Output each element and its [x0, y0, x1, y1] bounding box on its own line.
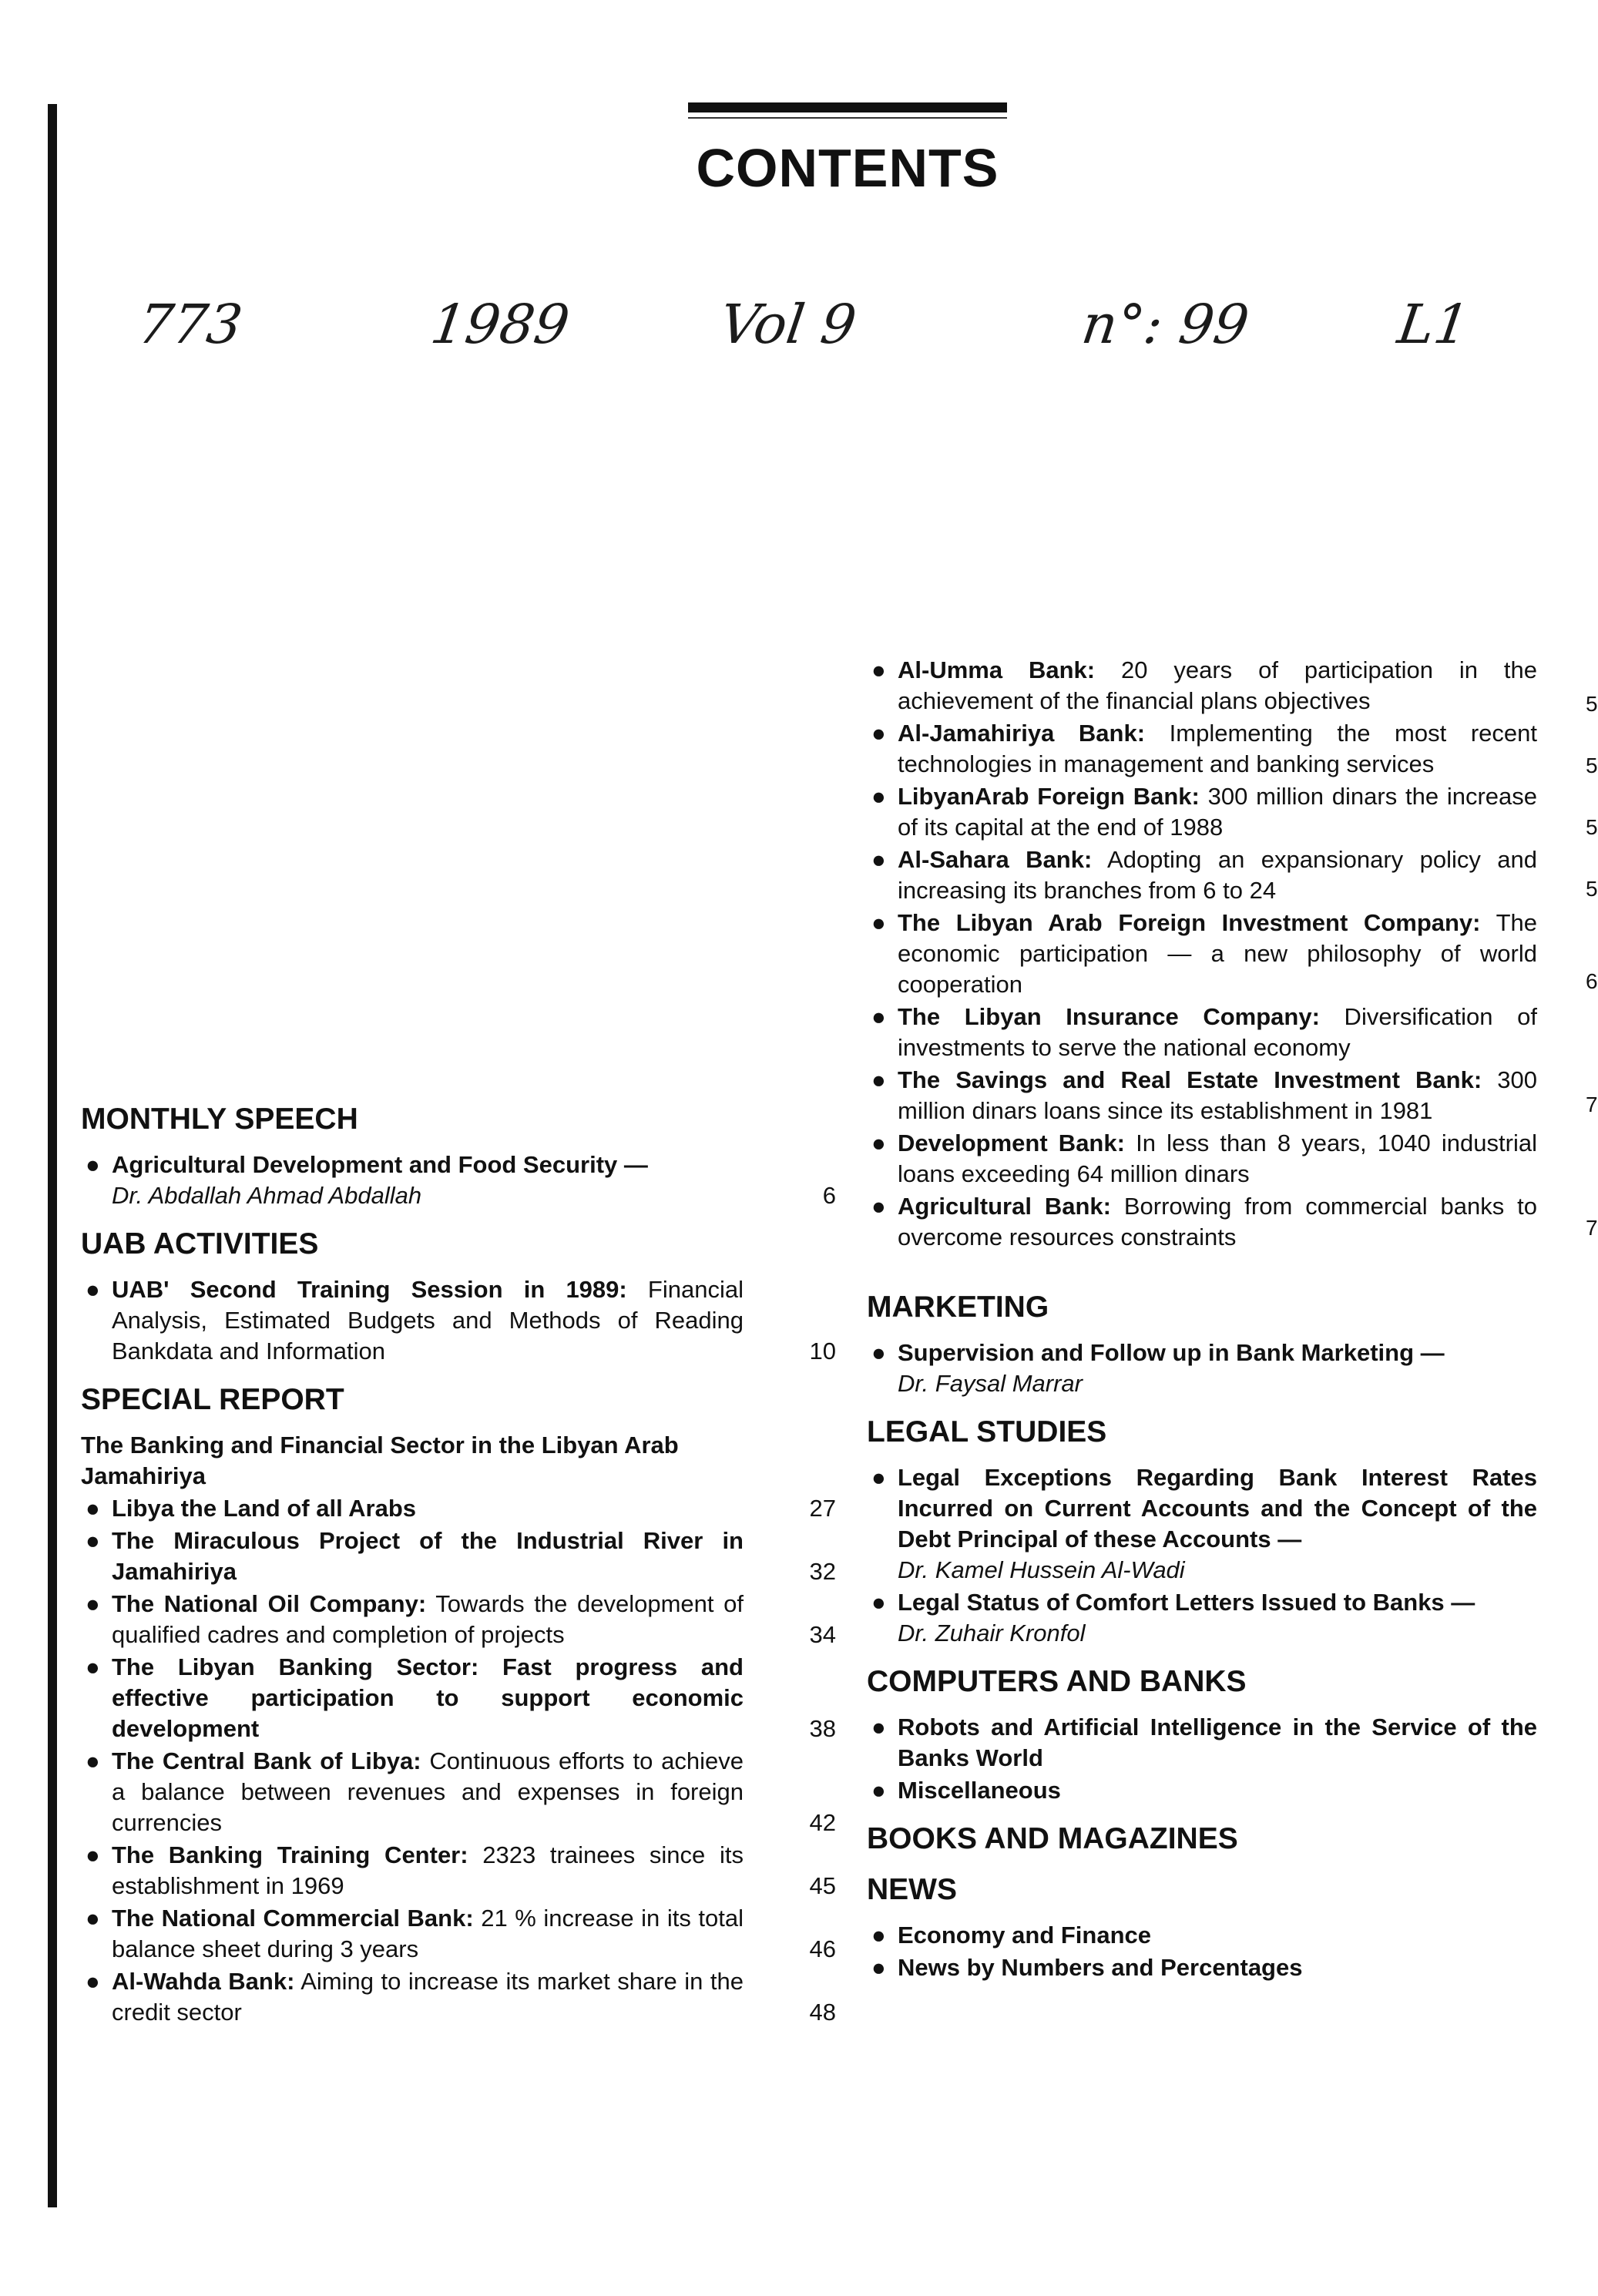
bullet-icon: ●: [86, 1527, 100, 1554]
entry-page: 6: [822, 1182, 836, 1209]
entry-text: The economic participation — a new philosophy of world cooperation: [898, 909, 1537, 998]
entry-title: Legal Exceptions Regarding Bank Interest Rates Incurred on Current Accounts and the Concept of the Debt Principal of these Accounts —: [898, 1464, 1537, 1552]
bullet-icon: ●: [86, 1841, 100, 1868]
bullet-icon: ●: [871, 1130, 886, 1156]
entry-page: 32: [809, 1558, 836, 1585]
entry-text: Adopting an expansionary policy and increasing its branches from 6 to 24: [898, 846, 1538, 904]
bullet-icon: ●: [86, 1151, 100, 1178]
entry-text: Diversification of investments to serve the national economy: [898, 1003, 1537, 1061]
toc-entry[interactable]: [867, 781, 1537, 843]
bullet-icon: ●: [871, 1714, 886, 1740]
entry-page: 48: [809, 1999, 836, 2026]
bullet-icon: ●: [86, 1276, 100, 1303]
section-heading-news: NEWS: [867, 1873, 957, 1906]
bullet-icon: ●: [86, 1590, 100, 1617]
entry-author: Dr. Abdallah Ahmad Abdallah: [112, 1182, 422, 1209]
bullet-icon: ●: [871, 1589, 886, 1616]
entry-title: The Libyan Banking Sector: Fast progress and effective participation to support economic development: [112, 1653, 744, 1742]
toc-entry[interactable]: [81, 1746, 836, 1838]
entry-title: Legal Status of Comfort Letters Issued to Banks —: [898, 1589, 1475, 1616]
bullet-icon: ●: [871, 1777, 886, 1804]
toc-entry[interactable]: [867, 1002, 1537, 1063]
bullet-icon: ●: [86, 1495, 100, 1522]
section-heading-marketing: MARKETING: [867, 1291, 1049, 1324]
handwritten-volume: Vol 9: [716, 293, 861, 356]
clipped-page-number: 5: [1586, 692, 1598, 716]
toc-entry[interactable]: [81, 1903, 836, 1965]
entry-title: The Savings and Real Estate Investment Bank:: [898, 1066, 1482, 1093]
clipped-page-number: 6: [1586, 969, 1598, 993]
toc-entry[interactable]: [867, 1920, 1537, 1951]
toc-entry[interactable]: [81, 1840, 836, 1902]
entry-title: UAB' Second Training Session in 1989:: [112, 1276, 627, 1303]
section-heading-monthly-speech: MONTHLY SPEECH: [81, 1103, 358, 1136]
entry-title: Robots and Artificial Intelligence in the Service of the Banks World: [898, 1714, 1537, 1771]
entry-text: Financial Analysis, Estimated Budgets and Methods of Reading Bankdata and Information: [112, 1276, 744, 1365]
entry-title: Supervision and Follow up in Bank Marketing —: [898, 1339, 1445, 1366]
entry-text: In less than 8 years, 1040 industrial loans exceeding 64 million dinars: [898, 1130, 1537, 1187]
handwritten-number: 773: [134, 293, 247, 356]
entry-title: The Miraculous Project of the Industrial River in Jamahiriya: [112, 1527, 744, 1585]
toc-entry[interactable]: [81, 1150, 836, 1211]
toc-entry[interactable]: [867, 1952, 1537, 1983]
entry-page: 45: [809, 1872, 836, 1899]
toc-entry[interactable]: [867, 1128, 1537, 1190]
entry-text: 20 years of participation in the achievement of the financial plans objectives: [898, 656, 1537, 714]
toc-entry[interactable]: [867, 718, 1537, 780]
bullet-icon: ●: [871, 1339, 886, 1366]
section-heading-computers-and-banks: COMPUTERS AND BANKS: [867, 1665, 1247, 1698]
entry-title: The Banking Training Center:: [112, 1841, 468, 1868]
entry-title: The Central Bank of Libya:: [112, 1747, 421, 1774]
toc-entry[interactable]: [867, 1462, 1537, 1586]
entry-author: Dr. Faysal Marrar: [898, 1370, 1083, 1397]
bullet-icon: ●: [871, 909, 886, 936]
bullet-icon: ●: [871, 1066, 886, 1093]
title-rule-thin: [688, 117, 1007, 119]
special-report-intro: The Banking and Financial Sector in the Libyan Arab Jamahiriya: [81, 1432, 679, 1489]
toc-entry[interactable]: [867, 655, 1537, 717]
toc-entry[interactable]: [867, 908, 1537, 1000]
toc-entry[interactable]: [81, 1966, 836, 2028]
toc-entry[interactable]: [867, 1587, 1537, 1649]
entry-title: Al-Umma Bank:: [898, 656, 1096, 683]
entry-text: 21 % increase in its total balance sheet during 3 years: [112, 1905, 744, 1962]
clipped-page-number: 5: [1586, 754, 1598, 777]
entry-text: Implementing the most recent technologies in management and banking services: [898, 720, 1537, 777]
toc-entry[interactable]: [867, 1775, 1537, 1806]
entry-title: Al-Jamahiriya Bank:: [898, 720, 1146, 747]
handwritten-year: 1989: [427, 293, 573, 356]
entry-text: Continuous efforts to achieve a balance between revenues and expenses in foreign currencies: [112, 1747, 744, 1836]
entry-title: Agricultural Development and Food Security —: [112, 1151, 648, 1178]
bullet-icon: ●: [86, 1968, 100, 1995]
entry-author: Dr. Zuhair Kronfol: [898, 1620, 1086, 1646]
toc-entry[interactable]: [867, 1191, 1537, 1253]
toc-entry[interactable]: [81, 1589, 836, 1650]
entry-title: LibyanArab Foreign Bank:: [898, 783, 1200, 810]
entry-title: Al-Wahda Bank:: [112, 1968, 295, 1995]
toc-entry[interactable]: [867, 1712, 1537, 1774]
entry-page: 10: [809, 1338, 836, 1365]
entry-text: 2323 trainees since its establishment in 1969: [112, 1841, 744, 1899]
entry-title: The National Commercial Bank:: [112, 1905, 474, 1932]
page-title: CONTENTS: [696, 138, 999, 198]
entry-title: News by Numbers and Percentages: [898, 1954, 1303, 1981]
left-column: [81, 1102, 836, 2029]
section-heading-special-report: SPECIAL REPORT: [81, 1383, 344, 1416]
bullet-icon: ●: [871, 1954, 886, 1981]
bullet-icon: ●: [86, 1905, 100, 1932]
handwritten-issue: n°: 99: [1078, 293, 1253, 356]
section-heading-uab-activities: UAB ACTIVITIES: [81, 1227, 319, 1260]
clipped-page-number: 7: [1586, 1216, 1598, 1240]
entry-text: 300 million dinars the increase of its capital at the end of 1988: [898, 783, 1538, 841]
clipped-page-number: 7: [1586, 1093, 1598, 1116]
entry-title: Miscellaneous: [898, 1777, 1061, 1804]
section-heading-books-and-magazines: BOOKS AND MAGAZINES: [867, 1822, 1238, 1855]
bullet-icon: ●: [871, 783, 886, 810]
entry-title: The National Oil Company:: [112, 1590, 427, 1617]
entry-title: Economy and Finance: [898, 1922, 1152, 1949]
bullet-icon: ●: [871, 1464, 886, 1491]
entry-page: 46: [809, 1935, 836, 1962]
handwritten-mark: L1: [1394, 293, 1473, 356]
toc-entry[interactable]: [81, 1274, 836, 1367]
entry-author: Dr. Kamel Hussein Al-Wadi: [898, 1556, 1185, 1583]
bullet-icon: ●: [871, 720, 886, 747]
bullet-icon: ●: [86, 1653, 100, 1680]
entry-title: Al-Sahara Bank:: [898, 846, 1093, 873]
bullet-icon: ●: [871, 1193, 886, 1220]
entry-text: 300 million dinars loans since its establishment in 1981: [898, 1066, 1537, 1124]
clipped-page-number: 5: [1586, 877, 1598, 901]
bullet-icon: ●: [86, 1747, 100, 1774]
section-heading-legal-studies: LEGAL STUDIES: [867, 1415, 1107, 1448]
bullet-icon: ●: [871, 846, 886, 873]
right-column: [867, 655, 1537, 1985]
clipped-page-number: 5: [1586, 815, 1598, 839]
toc-entry[interactable]: [81, 1526, 836, 1587]
entry-title: Libya the Land of all Arabs: [112, 1495, 417, 1522]
entry-page: 34: [809, 1621, 836, 1648]
toc-entry[interactable]: [867, 1065, 1537, 1126]
entry-page: 42: [809, 1809, 836, 1836]
toc-entry[interactable]: [867, 844, 1537, 906]
entry-title: Development Bank:: [898, 1130, 1125, 1156]
bullet-icon: ●: [871, 1003, 886, 1030]
entry-title: The Libyan Arab Foreign Investment Company:: [898, 909, 1481, 936]
entry-text: Borrowing from commercial banks to overcome resources constraints: [898, 1193, 1537, 1250]
entry-text: Towards the development of qualified cadres and completion of projects: [112, 1590, 744, 1648]
entry-page: 27: [809, 1495, 836, 1522]
entry-page: 38: [809, 1715, 836, 1742]
entry-title: The Libyan Insurance Company:: [898, 1003, 1320, 1030]
toc-entry[interactable]: [867, 1338, 1537, 1399]
entry-text: Aiming to increase its market share in the credit sector: [112, 1968, 744, 2026]
bullet-icon: ●: [871, 656, 886, 683]
bullet-icon: ●: [871, 1922, 886, 1949]
title-rule-thick: [688, 102, 1007, 112]
toc-entry[interactable]: [81, 1652, 836, 1744]
entry-title: Agricultural Bank:: [898, 1193, 1111, 1220]
binding-edge: [48, 104, 57, 2207]
toc-entry[interactable]: [81, 1493, 836, 1524]
